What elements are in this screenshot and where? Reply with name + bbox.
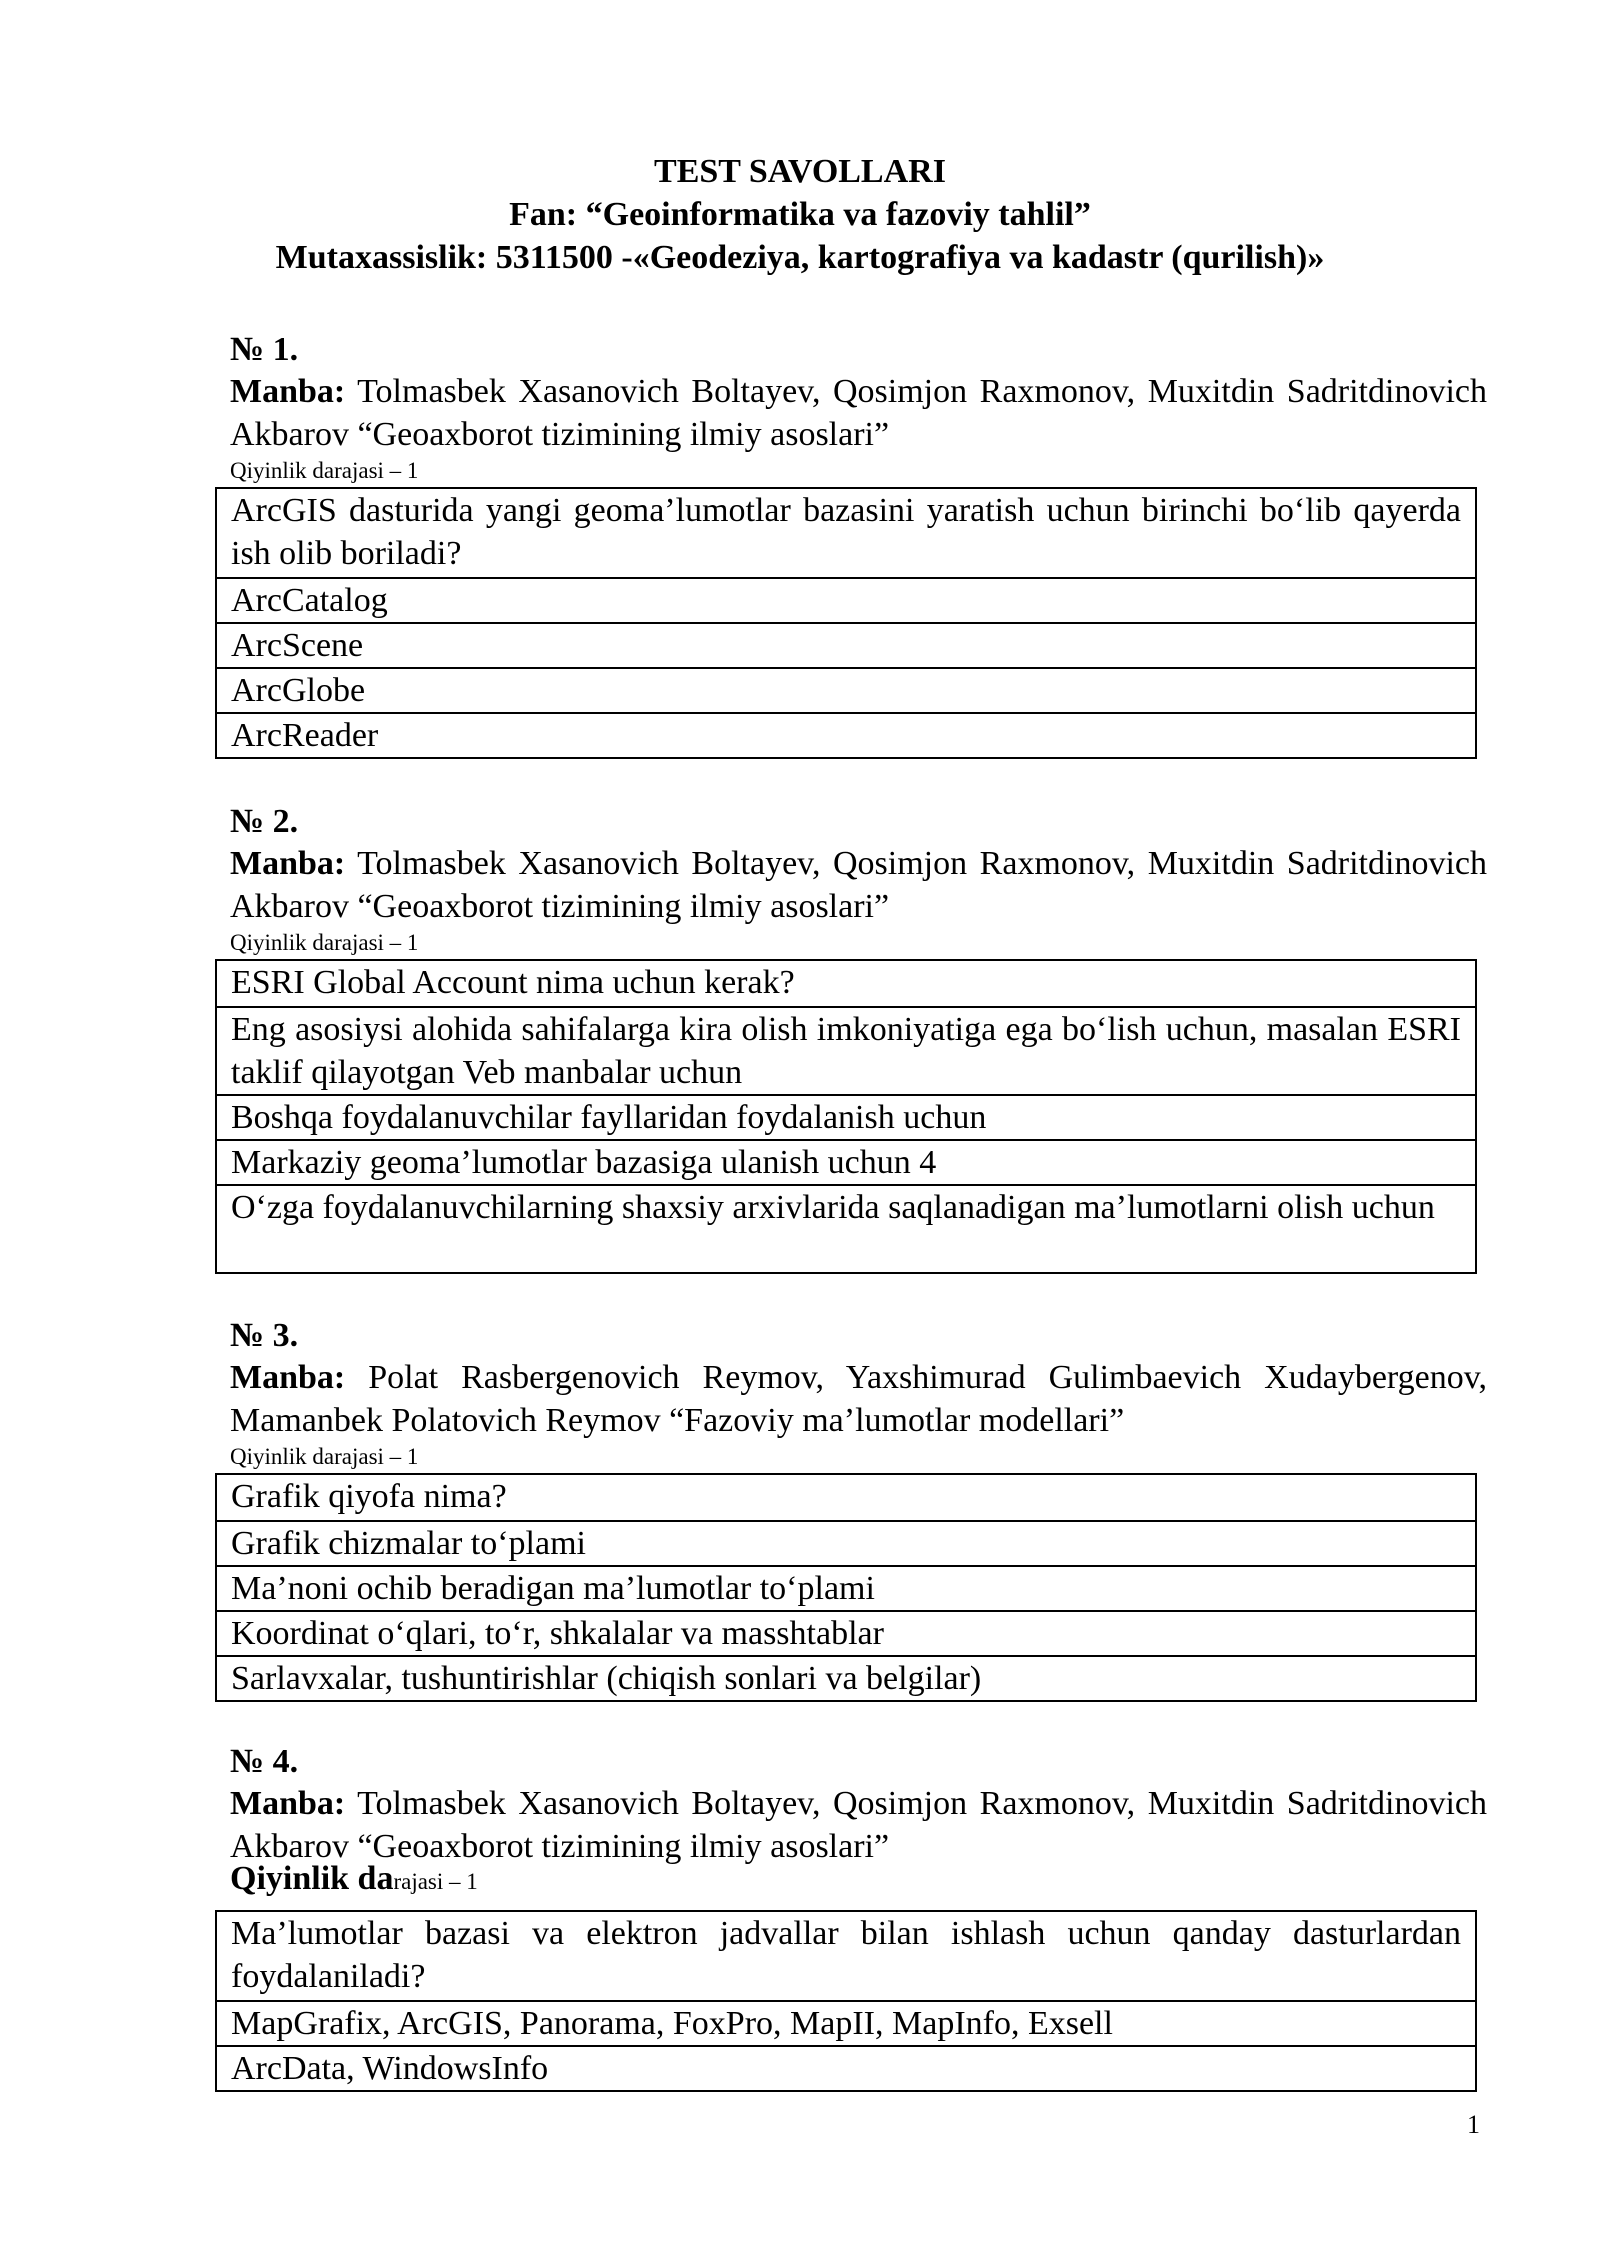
answer-option: ArcCatalog: [217, 577, 1475, 622]
question-text: Grafik qiyofa nima?: [231, 1478, 507, 1515]
difficulty-label: Qiyinlik darajasi – 1: [230, 1444, 419, 1469]
subject-line: Fan: “Geoinformatika va fazoviy tahlil”: [509, 196, 1091, 233]
question-number: № 1.: [230, 331, 299, 368]
question-number: № 2.: [230, 803, 299, 840]
source-label: Manba:: [230, 1359, 346, 1396]
question-table: [215, 959, 1477, 1274]
question-text: ArcGIS dasturida yangi geoma’lumotlar bazasini yaratish uchun birinchi bo‘lib qayerda ish olib boriladi?: [231, 492, 1461, 572]
answer-option: MapGrafix, ArcGIS, Panorama, FoxPro, MapII, MapInfo, Exsell: [217, 2000, 1475, 2045]
specialty-line: Mutaxassislik: 5311500 -«Geodeziya, kartografiya va kadastr (qurilish)»: [275, 239, 1325, 276]
answer-option: O‘zga foydalanuvchilarning shaxsiy arxivlarida saqlanadigan ma’lumotlarni olish uchun: [217, 1184, 1475, 1272]
difficulty-label-rest: rajasi – 1: [393, 1869, 478, 1894]
answer-option: Eng asosiysi alohida sahifalarga kira olish imkoniyatiga ega bo‘lish uchun, masalan ESRI taklif qilayotgan Veb manbalar uchun: [217, 1006, 1475, 1094]
question-table: [215, 1473, 1477, 1702]
question-number: № 4.: [230, 1743, 299, 1780]
question-source: [230, 370, 1487, 456]
question-source: [230, 1782, 1487, 1868]
answer-option: ArcScene: [217, 622, 1475, 667]
source-text: Polat Rasbergenovich Reymov, Yaxshimurad Gulimbaevich Xudaybergenov, Mamanbek Polatovich Reymov “Fazoviy ma’lumotlar modellari”: [230, 1359, 1488, 1439]
difficulty-label-bold: Qiyinlik da: [230, 1860, 394, 1897]
question-text: Ma’lumotlar bazasi va elektron jadvallar bilan ishlash uchun qanday dasturlardan foydalaniladi?: [231, 1915, 1461, 1995]
answer-option: Grafik chizmalar to‘plami: [217, 1520, 1475, 1565]
answer-option: ArcData, WindowsInfo: [217, 2045, 1475, 2090]
answer-option: ArcReader: [217, 712, 1475, 757]
page-number: 1: [1467, 2110, 1480, 2139]
answer-option: ArcGlobe: [217, 667, 1475, 712]
source-text: Tolmasbek Xasanovich Boltayev, Qosimjon Raxmonov, Muxitdin Sadritdinovich Akbarov “Geoaxborot tizimining ilmiy asoslari”: [230, 373, 1487, 453]
source-text: Tolmasbek Xasanovich Boltayev, Qosimjon Raxmonov, Muxitdin Sadritdinovich Akbarov “Geoaxborot tizimining ilmiy asoslari”: [230, 1785, 1487, 1865]
answer-option: Ma’noni ochib beradigan ma’lumotlar to‘plami: [217, 1565, 1475, 1610]
source-label: Manba:: [230, 1785, 346, 1822]
source-text: Tolmasbek Xasanovich Boltayev, Qosimjon Raxmonov, Muxitdin Sadritdinovich Akbarov “Geoaxborot tizimining ilmiy asoslari”: [230, 845, 1487, 925]
document-header: [0, 150, 1600, 279]
question-number: № 3.: [230, 1317, 299, 1354]
answer-option: Boshqa foydalanuvchilar fayllaridan foydalanish uchun: [217, 1094, 1475, 1139]
difficulty-label: Qiyinlik darajasi – 1: [230, 458, 419, 483]
question-source: [230, 842, 1487, 928]
source-label: Manba:: [230, 373, 346, 410]
difficulty-label: Qiyinlik darajasi – 1: [230, 930, 419, 955]
answer-option: Sarlavxalar, tushuntirishlar (chiqish sonlari va belgilar): [217, 1655, 1475, 1700]
question-table: [215, 1910, 1477, 2092]
source-label: Manba:: [230, 845, 346, 882]
question-text: ESRI Global Account nima uchun kerak?: [231, 964, 795, 1001]
answer-option: Markaziy geoma’lumotlar bazasiga ulanish uchun 4: [217, 1139, 1475, 1184]
question-table: [215, 487, 1477, 759]
difficulty-label: [230, 1860, 478, 1897]
answer-option: Koordinat o‘qlari, to‘r, shkalalar va masshtablar: [217, 1610, 1475, 1655]
document-title: TEST SAVOLLARI: [654, 153, 946, 190]
question-source: [230, 1356, 1487, 1442]
